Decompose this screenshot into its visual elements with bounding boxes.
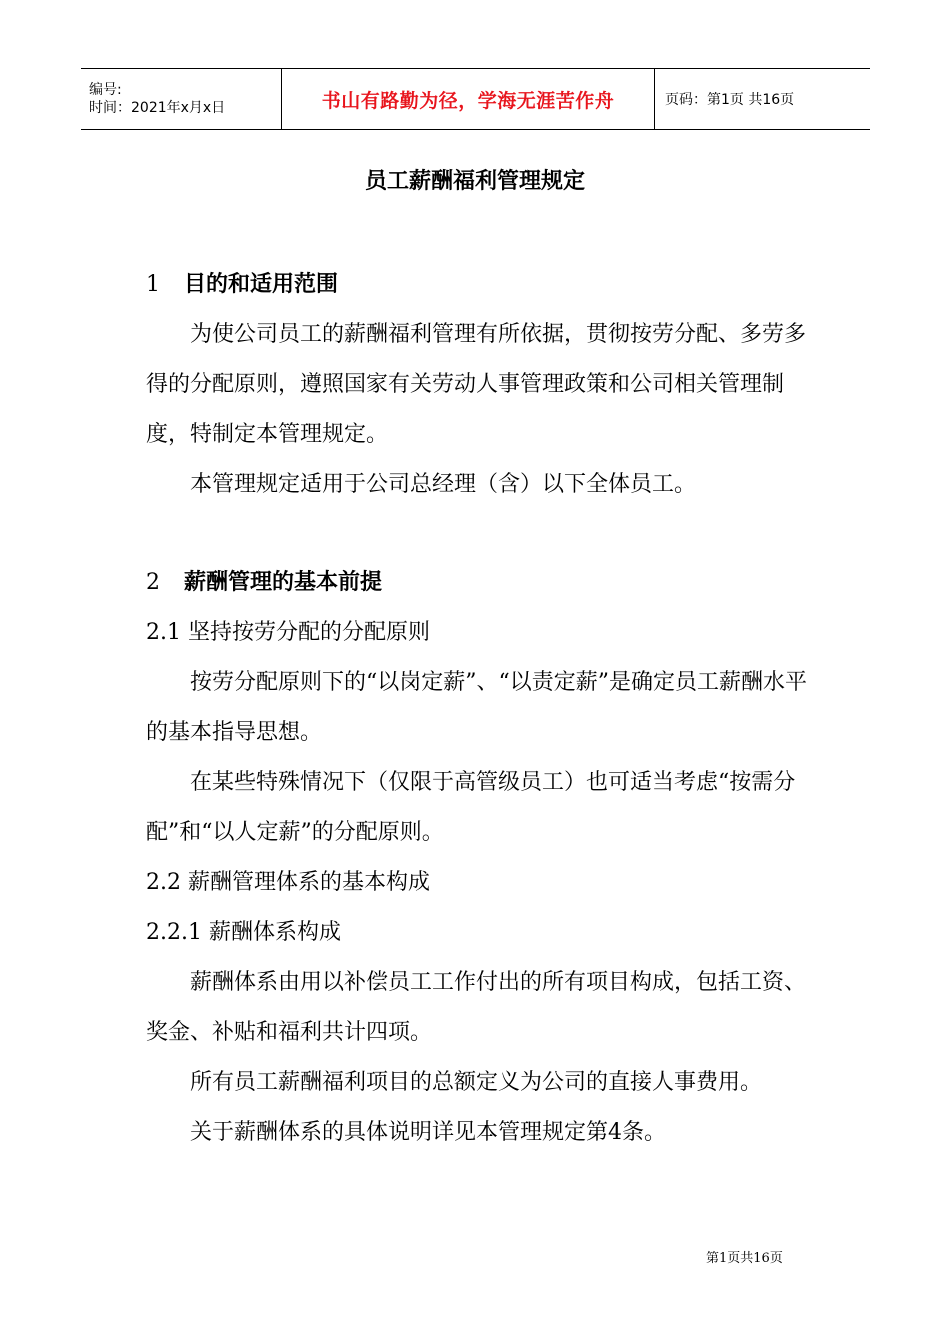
header-meta — [81, 69, 281, 129]
header-page-cell — [655, 69, 870, 129]
section-2-title: 薪酬管理的基本前提 — [184, 570, 383, 595]
subsection-2-2-1-heading: 2.2.1 薪酬体系构成 — [146, 920, 341, 945]
subsection-2-1-paragraph-1: 按劳分配原则下的“以岗定薪”、“以责定薪”是确定员工薪酬水平的基本指导思想。 — [146, 670, 807, 745]
document-title: 员工薪酬福利管理规定 — [364, 169, 585, 194]
subsection-2-2-1-paragraph-2: 所有员工薪酬福利项目的总额定义为公司的直接人事费用。 — [190, 1070, 763, 1095]
header-page-label: 页码：第1页 共16页 — [665, 92, 795, 108]
subsection-2-2-1-paragraph-1: 薪酬体系由用以补偿员工工作付出的所有项目构成，包括工资、奖金、补贴和福利共计四项。 — [146, 970, 807, 1045]
section-2-heading — [146, 558, 826, 608]
subsection-2-1-paragraph-2: 在某些特殊情况下（仅限于高管级员工）也可适当考虑“按需分配”和“以人定薪”的分配原则。 — [146, 770, 796, 845]
subsection-2-2-heading: 2.2 薪酬管理体系的基本构成 — [146, 870, 430, 895]
header-motto-cell — [281, 69, 655, 129]
section-1-title: 目的和适用范围 — [184, 272, 339, 297]
header-motto: 书山有路勤为径，学海无涯苦作舟 — [321, 89, 615, 112]
subsection-2-1-heading: 2.1 坚持按劳分配的分配原则 — [146, 620, 430, 645]
section-1-heading — [146, 260, 826, 310]
subsection-2-2-1-paragraph-3: 关于薪酬体系的具体说明详见本管理规定第4条。 — [190, 1120, 666, 1145]
section-1-paragraph-1: 为使公司员工的薪酬福利管理有所依据，贯彻按劳分配、多劳多得的分配原则，遵照国家有关劳动人事管理政策和公司相关管理制度，特制定本管理规定。 — [146, 322, 807, 447]
page-footer: 第1页共16页 — [706, 1251, 783, 1266]
section-2-number: 2 — [146, 570, 160, 595]
document-body — [146, 260, 826, 1158]
doc-time-label: 时间：2021年x月x日 — [89, 100, 226, 116]
section-1-paragraph-2: 本管理规定适用于公司总经理（含）以下全体员工。 — [190, 472, 697, 497]
doc-code-label: 编号: — [89, 82, 122, 98]
section-1-number: 1 — [146, 272, 160, 297]
page-header — [81, 68, 870, 130]
